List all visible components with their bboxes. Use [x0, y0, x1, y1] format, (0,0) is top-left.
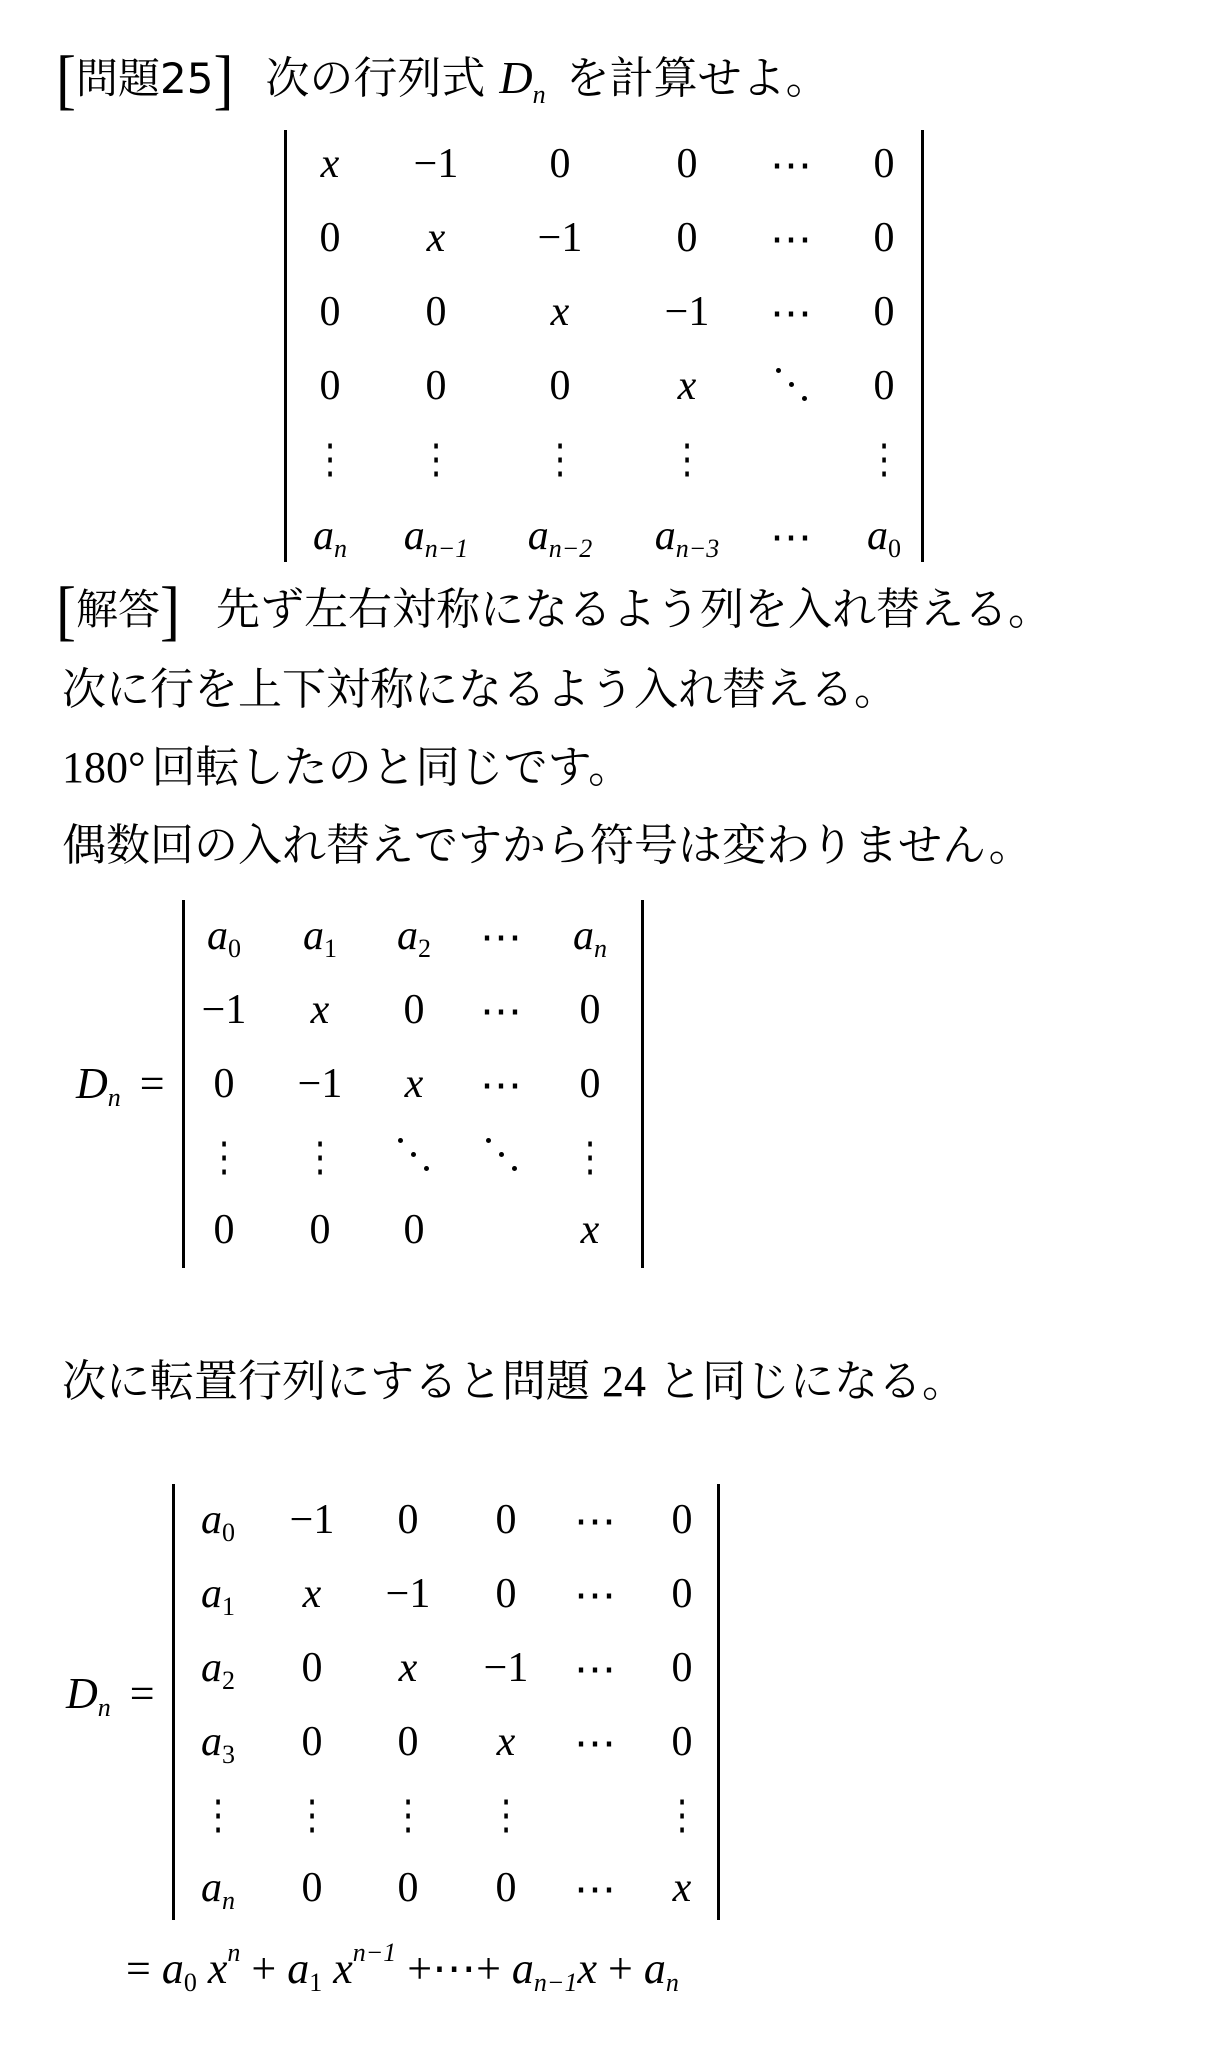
matrix1-cell	[772, 362, 812, 417]
matrix1-cell: 0	[676, 141, 698, 187]
answer-line-1	[56, 573, 1052, 647]
matrix2-cell: $a_n$	[573, 913, 607, 963]
result-term3-sub: n	[665, 1968, 679, 1997]
matrix3-cell: 0	[495, 1497, 517, 1543]
result-term2-coef: a	[511, 1944, 534, 1993]
right-bracket: ]	[213, 42, 234, 116]
problem-text-before: 次の行列式	[265, 53, 486, 104]
matrix3-cell: x	[672, 1865, 692, 1911]
det1-right-bar	[921, 130, 924, 562]
matrix2-cell: ⋯	[480, 1063, 524, 1109]
result-term0-x: x	[207, 1944, 228, 1993]
left-bracket: [	[56, 42, 76, 116]
answer-line-4: 偶数回の入れ替えですから符号は変わりません。	[62, 820, 1033, 871]
matrix2-cell: −1	[201, 987, 247, 1033]
det2-label-sub: n	[107, 1083, 121, 1112]
transpose-line	[62, 1354, 966, 1410]
matrix1-cell: −1	[664, 289, 710, 335]
matrix3-cell: −1	[289, 1497, 335, 1543]
matrix3-cell: $a_n$	[201, 1865, 235, 1915]
matrix3-cell: 0	[397, 1865, 419, 1911]
result-term1-pow: n−1	[352, 1938, 397, 1967]
matrix1-cell: 0	[319, 363, 341, 409]
matrix1-cell: $a_0$	[867, 513, 901, 563]
matrix1-cell: 0	[549, 363, 571, 409]
matrix1-cell: 0	[425, 363, 447, 409]
det3-label-sub: n	[97, 1693, 111, 1722]
matrix3-cell: 0	[671, 1497, 693, 1543]
matrix3-cell: ⋯	[574, 1867, 618, 1913]
det3-label	[66, 1668, 155, 1723]
answer-line-2: 次に行を上下対称になるよう入れ替える。	[62, 664, 898, 715]
answer-line3-text: 回転したのと同じです。	[151, 742, 633, 793]
matrix1-cell: ⋮	[670, 438, 704, 483]
matrix1-cell: ⋯	[770, 515, 814, 561]
matrix3-cell: x	[302, 1571, 322, 1617]
final-result	[126, 1938, 679, 1998]
matrix2-cell: ⋮	[573, 1136, 607, 1181]
result-term2-x: x	[577, 1944, 597, 1993]
matrix1-cell: $a_n$	[313, 513, 347, 563]
matrix1-cell: $a_{n-1}$	[403, 513, 469, 563]
det3-equals: =	[129, 1669, 155, 1718]
matrix3-cell: 0	[495, 1865, 517, 1911]
matrix1-cell: ⋯	[770, 217, 814, 263]
matrix2-cell: ⋮	[207, 1136, 241, 1181]
matrix3-cell: $a_1$	[201, 1571, 235, 1621]
matrix1-cell: −1	[413, 141, 459, 187]
answer-line3-num: 180°	[62, 743, 146, 792]
matrix2-cell	[482, 1132, 522, 1187]
matrix1-cell: −1	[537, 215, 583, 261]
result-term2-sub: n−1	[533, 1968, 578, 1997]
answer-line-3	[62, 740, 632, 796]
result-equals: =	[126, 1944, 151, 1993]
matrix3-cell: ⋮	[201, 1794, 235, 1839]
matrix3-cell: x	[496, 1719, 516, 1765]
matrix2-cell: ⋯	[480, 989, 524, 1035]
matrix1-cell: x	[320, 141, 340, 187]
matrix2-cell: 0	[403, 1207, 425, 1253]
problem-line	[56, 42, 830, 123]
det1-left-bar	[284, 130, 287, 562]
result-term0-coef: a	[161, 1944, 184, 1993]
result-term1-coef: a	[287, 1944, 310, 1993]
determinant-2	[182, 900, 644, 1268]
matrix3-cell: $a_0$	[201, 1497, 235, 1547]
problem-det-var: D	[499, 52, 533, 103]
det3-right-bar	[717, 1484, 720, 1920]
matrix2-cell: 0	[213, 1061, 235, 1107]
answer-left-bracket: [	[56, 573, 76, 647]
det2-label-var: D	[76, 1059, 108, 1108]
matrix3-cell: ⋯	[574, 1499, 618, 1545]
determinant-1	[284, 130, 924, 562]
matrix1-cell: 0	[549, 141, 571, 187]
diagonal-dots-icon	[772, 362, 812, 406]
matrix1-cell: 0	[873, 363, 895, 409]
matrix3-cell: ⋮	[665, 1794, 699, 1839]
matrix3-cell: $a_3$	[201, 1719, 235, 1769]
matrix2-cell: 0	[403, 987, 425, 1033]
matrix1-cell: 0	[873, 215, 895, 261]
matrix1-cell: $a_{n-3}$	[654, 513, 720, 563]
det2-right-bar	[641, 900, 644, 1268]
problem-det-sub: n	[532, 79, 546, 109]
matrix1-cell: x	[426, 215, 446, 261]
matrix2-cell	[394, 1132, 434, 1187]
matrix1-cell: ⋮	[867, 438, 901, 483]
matrix2-cell: −1	[297, 1061, 343, 1107]
det2-left-bar	[182, 900, 185, 1268]
problem-tag: 問題25	[75, 54, 214, 103]
matrix2-cell: 0	[213, 1207, 235, 1253]
matrix2-cell: x	[404, 1061, 424, 1107]
matrix3-cell: −1	[385, 1571, 431, 1617]
matrix2-cell: 0	[579, 1061, 601, 1107]
matrix1-cell: 0	[319, 215, 341, 261]
matrix1-cell: ⋮	[313, 438, 347, 483]
answer-right-bracket: ]	[160, 573, 180, 647]
matrix3-cell: 0	[671, 1719, 693, 1765]
result-mid-dots: +⋯+	[407, 1944, 501, 1993]
answer-line1-text: 先ず左右対称になるよう列を入れ替える。	[215, 584, 1052, 635]
matrix1-cell: 0	[873, 141, 895, 187]
matrix1-cell: ⋮	[419, 438, 453, 483]
matrix2-cell: $a_1$	[303, 913, 337, 963]
det2-equals: =	[139, 1059, 165, 1108]
matrix2-cell: 0	[309, 1207, 331, 1253]
matrix1-cell: x	[677, 363, 697, 409]
diagonal-dots-icon	[394, 1132, 434, 1176]
determinant-3	[172, 1484, 720, 1920]
matrix3-cell: ⋮	[295, 1794, 329, 1839]
matrix3-cell: ⋯	[574, 1721, 618, 1767]
det3-label-var: D	[66, 1669, 98, 1718]
matrix1-cell: 0	[319, 289, 341, 335]
matrix3-cell: 0	[301, 1865, 323, 1911]
matrix3-cell: ⋯	[574, 1647, 618, 1693]
matrix1-cell: 0	[873, 289, 895, 335]
matrix1-cell: $a_{n-2}$	[527, 513, 593, 563]
matrix3-cell: $a_2$	[201, 1645, 235, 1695]
matrix1-cell: 0	[676, 215, 698, 261]
result-plus-2: +	[607, 1944, 633, 1993]
result-term0-sub: 0	[183, 1968, 197, 1997]
det3-left-bar	[172, 1484, 175, 1920]
result-plus-1: +	[251, 1944, 277, 1993]
matrix2-cell: ⋮	[303, 1136, 337, 1181]
matrix3-cell: 0	[671, 1571, 693, 1617]
matrix2-cell: x	[310, 987, 330, 1033]
matrix1-cell: ⋯	[770, 143, 814, 189]
det2-label	[76, 1058, 165, 1113]
matrix1-cell: 0	[425, 289, 447, 335]
result-term0-pow: n	[227, 1938, 241, 1967]
result-term3-coef: a	[643, 1944, 666, 1993]
matrix1-cell: ⋯	[770, 291, 814, 337]
matrix2-cell: x	[580, 1207, 600, 1253]
matrix2-cell: 0	[579, 987, 601, 1033]
matrix3-cell: 0	[671, 1645, 693, 1691]
transpose-text-after: と同じになる。	[658, 1356, 966, 1407]
matrix3-cell: ⋮	[489, 1794, 523, 1839]
matrix3-cell: −1	[483, 1645, 529, 1691]
matrix3-cell: x	[398, 1645, 418, 1691]
transpose-text-before: 次に転置行列にすると問題	[62, 1356, 590, 1407]
answer-tag: 解答	[75, 585, 160, 634]
matrix1-cell: ⋮	[543, 438, 577, 483]
transpose-num: 24	[602, 1357, 646, 1406]
problem-text-after: を計算せよ。	[565, 53, 830, 104]
matrix2-cell: $a_2$	[397, 913, 431, 963]
result-term1-x: x	[333, 1944, 353, 1993]
matrix3-cell: ⋯	[574, 1573, 618, 1619]
matrix2-cell: $a_0$	[207, 913, 241, 963]
matrix2-cell: ⋯	[480, 915, 524, 961]
matrix3-cell: 0	[301, 1719, 323, 1765]
result-term1-sub: 1	[309, 1968, 323, 1997]
diagonal-dots-icon	[482, 1132, 522, 1176]
matrix1-cell: x	[550, 289, 570, 335]
matrix3-cell: 0	[397, 1719, 419, 1765]
matrix3-cell: ⋮	[391, 1794, 425, 1839]
matrix3-cell: 0	[397, 1497, 419, 1543]
matrix3-cell: 0	[495, 1571, 517, 1617]
matrix3-cell: 0	[301, 1645, 323, 1691]
